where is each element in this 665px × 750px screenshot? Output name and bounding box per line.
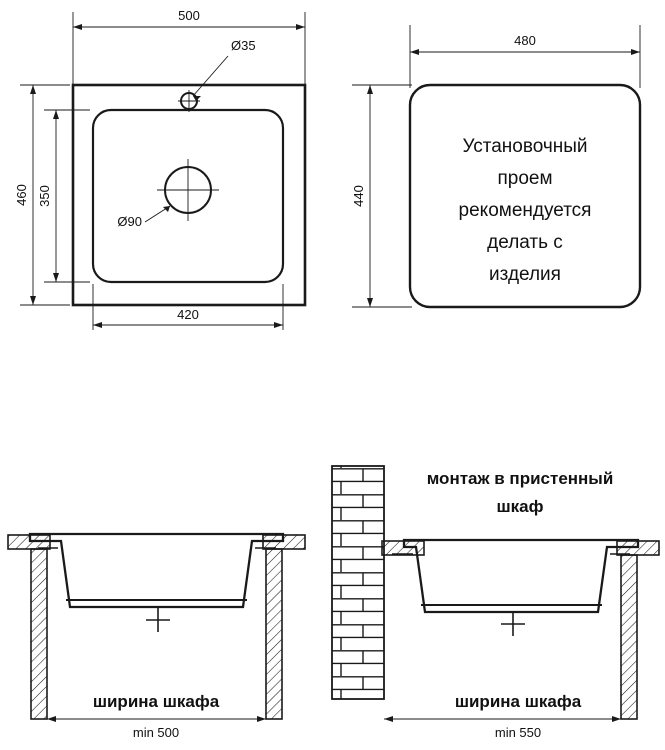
- cabinet-right-wall-2: [621, 555, 637, 719]
- arrow-480-left: [410, 49, 419, 55]
- arrow-440-bottom: [367, 298, 373, 307]
- arrow-420-left: [93, 322, 102, 328]
- dim-label-350: 350: [37, 185, 52, 207]
- cutout-note-line-2: проем: [497, 168, 553, 189]
- brick-wall: [332, 466, 384, 699]
- cutout-note-line-1: Установочный: [462, 136, 588, 157]
- dim-label-480: 480: [514, 33, 536, 48]
- cabinet-width-min-label-2: min 550: [494, 725, 542, 740]
- arrow-480-right: [631, 49, 640, 55]
- arrow-420-right: [274, 322, 283, 328]
- arrow-500-left: [73, 24, 82, 30]
- sink-section-outline-2: [404, 540, 638, 612]
- cabinet-width-arrow-left-2: [384, 716, 393, 722]
- arrow-460-bottom: [30, 296, 36, 305]
- cabinet-left-wall: [31, 549, 47, 719]
- cutout-note-line-3: рекомендуется: [458, 200, 592, 221]
- cabinet-right-wall: [266, 549, 282, 719]
- cabinet-width-arrow-left: [47, 716, 56, 722]
- wall-mount-header-line-1: монтаж в пристенный: [426, 469, 614, 488]
- sink-top-view: [14, 8, 305, 330]
- leader-line-d35: [193, 56, 228, 96]
- arrow-350-bottom: [53, 273, 59, 282]
- cabinet-width-min-label: min 500: [132, 725, 180, 740]
- leader-arrow-d90: [163, 206, 170, 212]
- arrow-500-right: [296, 24, 305, 30]
- cabinet-width-arrow-right-2: [612, 716, 621, 722]
- dim-label-420: 420: [177, 307, 199, 322]
- arrow-460-top: [30, 85, 36, 94]
- dim-label-460: 460: [14, 184, 29, 206]
- cutout-note-line-4: делать с: [487, 232, 563, 253]
- cabinet-width-arrow-right: [257, 716, 266, 722]
- sink-section-outline: [30, 534, 283, 607]
- sink-outer-rect: [73, 85, 305, 305]
- section-free-standing: [8, 534, 305, 740]
- dim-label-500: 500: [178, 8, 200, 23]
- dim-label-d35: Ø35: [231, 38, 256, 53]
- arrow-440-top: [367, 85, 373, 94]
- cutout-view: [351, 25, 640, 307]
- section-wall-cabinet: [332, 466, 659, 740]
- cabinet-width-label: ширина шкафа: [92, 692, 220, 711]
- arrow-350-top: [53, 110, 59, 119]
- dim-label-d90: Ø90: [117, 214, 142, 229]
- wall-mount-header-line-2: шкаф: [496, 497, 544, 516]
- dim-label-440: 440: [351, 185, 366, 207]
- cabinet-width-label-2: ширина шкафа: [454, 692, 582, 711]
- cutout-note-line-5: изделия: [489, 264, 561, 285]
